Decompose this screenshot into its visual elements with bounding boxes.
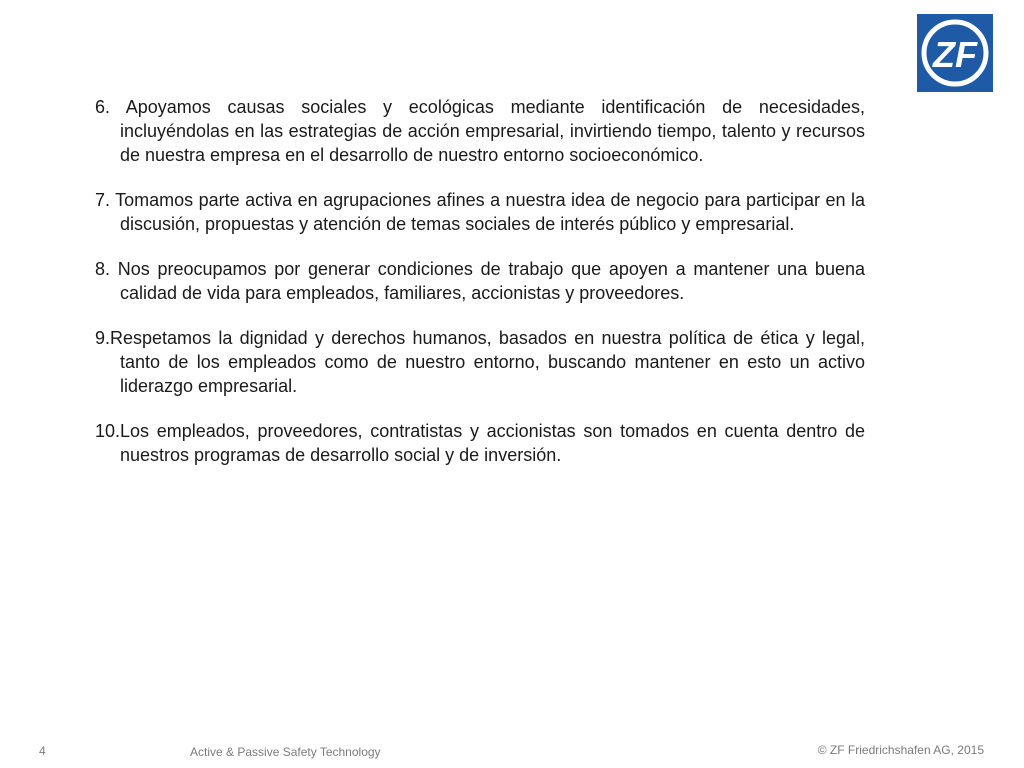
policy-item-6: 6. Apoyamos causas sociales y ecológicas mediante identificación de necesidades, incluyéndolas en las estrategias de acción empresarial, invirtiendo tiempo, talento y recursos de nuestra empresa en el desarrollo de nuestro entorno socioeconómico.: [95, 97, 865, 165]
page-number: 4: [39, 744, 46, 758]
policy-item-8: 8. Nos preocupamos por generar condiciones de trabajo que apoyen a mantener una buena calidad de vida para empleados, familiares, accionistas y proveedores.: [95, 259, 865, 303]
policy-list: [95, 95, 865, 488]
footer-title: Active & Passive Safety Technology: [190, 745, 381, 759]
copyright-notice: © ZF Friedrichshafen AG, 2015: [817, 743, 984, 757]
policy-item-10: 10.Los empleados, proveedores, contratistas y accionistas son tomados en cuenta dentro de nuestros programas de desarrollo social y de inversión.: [95, 421, 865, 465]
policy-item-7: 7. Tomamos parte activa en agrupaciones afines a nuestra idea de negocio para participar en la discusión, propuestas y atención de temas sociales de interés público y empresarial.: [95, 190, 865, 234]
logo-text: ZF: [933, 34, 977, 75]
zf-logo: [917, 14, 993, 92]
policy-item-9: 9.Respetamos la dignidad y derechos humanos, basados en nuestra política de ética y legal, tanto de los empleados como de nuestro entorno, buscando mantener en esto un activo liderazgo empresarial.: [95, 328, 865, 396]
